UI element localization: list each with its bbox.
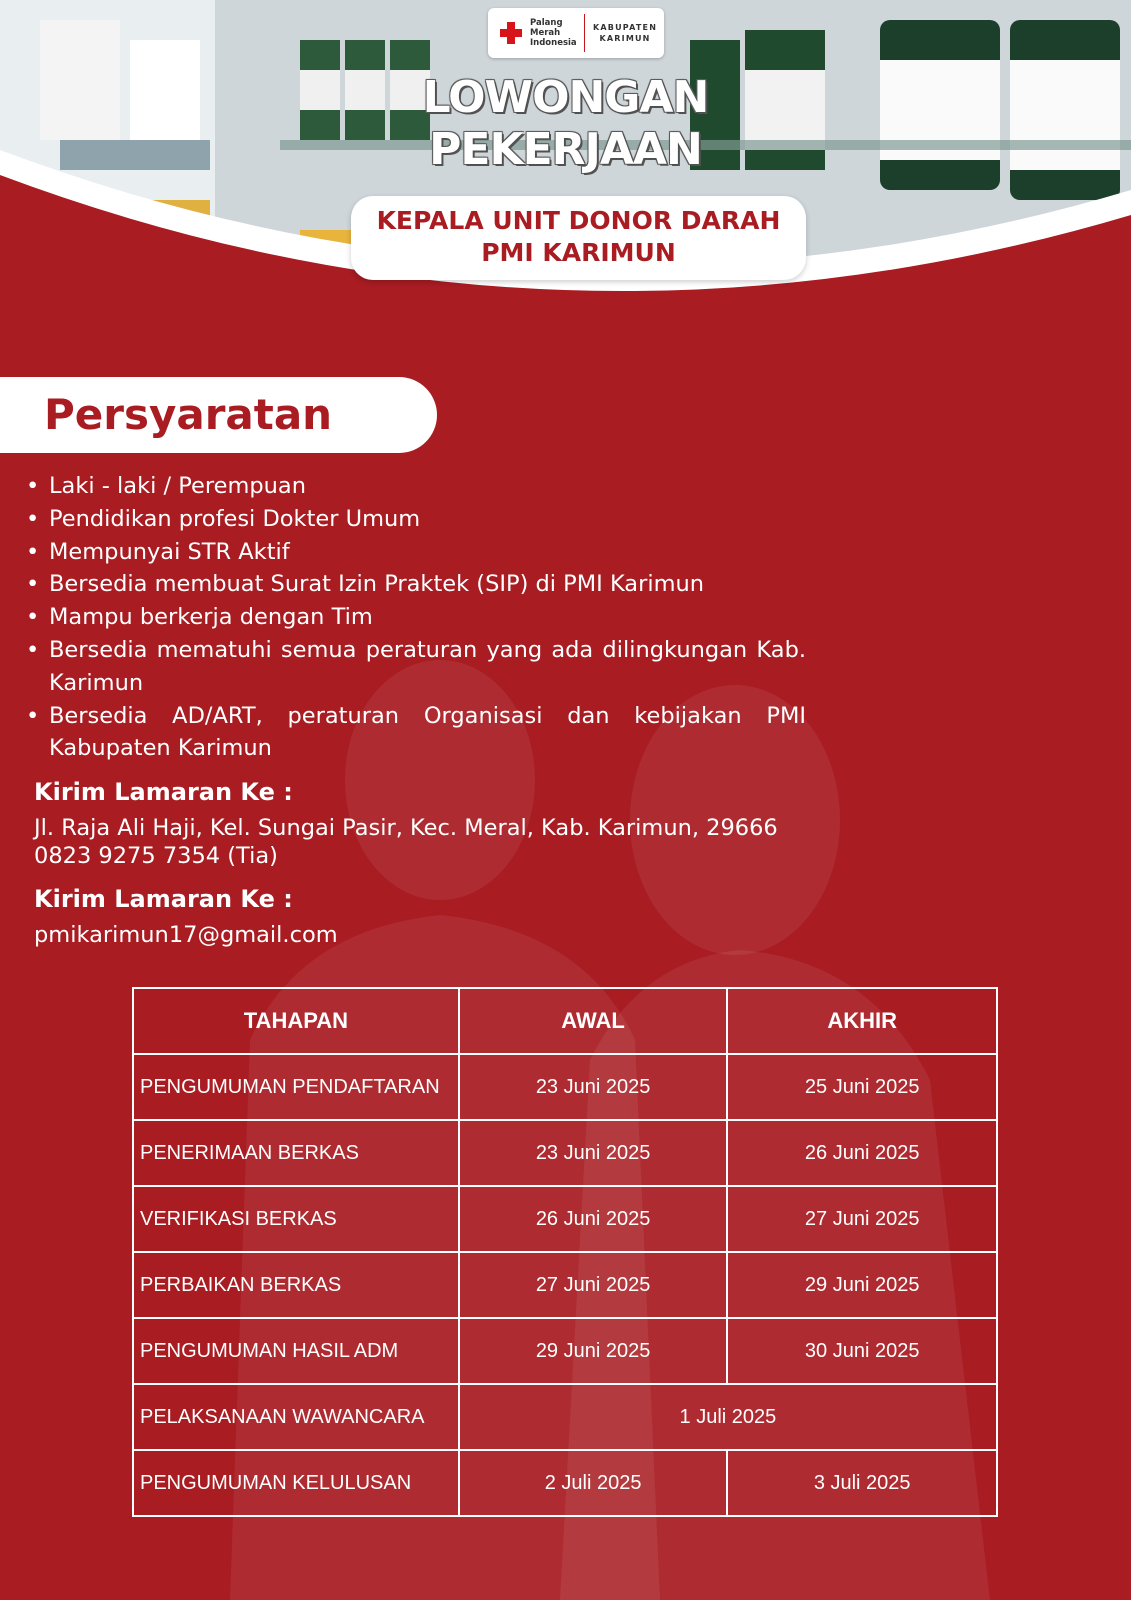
- end-date-cell: 3 Juli 2025: [727, 1450, 997, 1516]
- start-date-cell: 29 Juni 2025: [459, 1318, 728, 1384]
- contact-phone: 0823 9275 7354 (Tia): [34, 843, 278, 869]
- header-stage: TAHAPAN: [133, 988, 459, 1054]
- logo-region-name: KABUPATEN KARIMUN: [593, 23, 658, 43]
- requirements-heading: Persyaratan: [44, 390, 333, 439]
- start-date-cell: 23 Juni 2025: [459, 1054, 728, 1120]
- end-date-cell: 29 Juni 2025: [727, 1252, 997, 1318]
- page-title: LOWONGAN PEKERJAAN: [422, 72, 709, 175]
- list-item: • Bersedia membuat Surat Izin Praktek (SIP) di PMI Karimun: [24, 568, 806, 601]
- stage-cell: PELAKSANAAN WAWANCARA: [133, 1384, 459, 1450]
- start-date-cell: 23 Juni 2025: [459, 1120, 728, 1186]
- postal-address: Jl. Raja Ali Haji, Kel. Sungai Pasir, Kec. Meral, Kab. Karimun, 29666: [34, 815, 778, 841]
- stage-cell: PENGUMUMAN HASIL ADM: [133, 1318, 459, 1384]
- end-date-cell: 26 Juni 2025: [727, 1120, 997, 1186]
- stage-cell: VERIFIKASI BERKAS: [133, 1186, 459, 1252]
- position-line-1: KEPALA UNIT DONOR DARAH: [376, 206, 781, 235]
- table-row: [133, 1186, 997, 1252]
- start-date-cell: 27 Juni 2025: [459, 1252, 728, 1318]
- list-item: • Mempunyai STR Aktif: [24, 536, 806, 569]
- list-item: • Mampu berkerja dengan Tim: [24, 601, 806, 634]
- organization-logo: [488, 8, 664, 58]
- list-item: • Laki - laki / Perempuan: [24, 470, 806, 503]
- table-row: [133, 1384, 997, 1450]
- email-heading: Kirim Lamaran Ke :: [34, 885, 293, 913]
- single-date-cell: 1 Juli 2025: [459, 1384, 997, 1450]
- contact-email: pmikarimun17@gmail.com: [34, 922, 338, 948]
- start-date-cell: 26 Juni 2025: [459, 1186, 728, 1252]
- requirements-heading-tab: [0, 377, 437, 453]
- end-date-cell: 25 Juni 2025: [727, 1054, 997, 1120]
- stage-cell: PERBAIKAN BERKAS: [133, 1252, 459, 1318]
- table-row: [133, 1450, 997, 1516]
- postal-heading: Kirim Lamaran Ke :: [34, 778, 293, 806]
- requirements-list: [24, 470, 806, 765]
- stage-cell: PENGUMUMAN KELULUSAN: [133, 1450, 459, 1516]
- logo-org-name: Palang Merah Indonesia: [530, 18, 577, 48]
- logo-divider: [584, 14, 585, 52]
- list-item: • Bersedia mematuhi semua peraturan yang ada dilingkungan Kab. Karimun: [24, 634, 806, 700]
- table-header-row: [133, 988, 997, 1054]
- end-date-cell: 30 Juni 2025: [727, 1318, 997, 1384]
- list-item: • Bersedia AD/ART, peraturan Organisasi dan kebijakan PMI Kabupaten Karimun: [24, 700, 806, 766]
- red-cross-icon: [498, 20, 524, 46]
- end-date-cell: 27 Juni 2025: [727, 1186, 997, 1252]
- position-line-2: PMI KARIMUN: [481, 238, 676, 267]
- stage-cell: PENERIMAAN BERKAS: [133, 1120, 459, 1186]
- stage-cell: PENGUMUMAN PENDAFTARAN: [133, 1054, 459, 1120]
- header-start: AWAL: [459, 988, 728, 1054]
- schedule-table: [132, 987, 998, 1517]
- list-item: • Pendidikan profesi Dokter Umum: [24, 503, 806, 536]
- position-banner: [351, 196, 806, 280]
- table-row: [133, 1120, 997, 1186]
- start-date-cell: 2 Juli 2025: [459, 1450, 728, 1516]
- table-row: [133, 1252, 997, 1318]
- header-end: AKHIR: [727, 988, 997, 1054]
- table-row: [133, 1054, 997, 1120]
- table-row: [133, 1318, 997, 1384]
